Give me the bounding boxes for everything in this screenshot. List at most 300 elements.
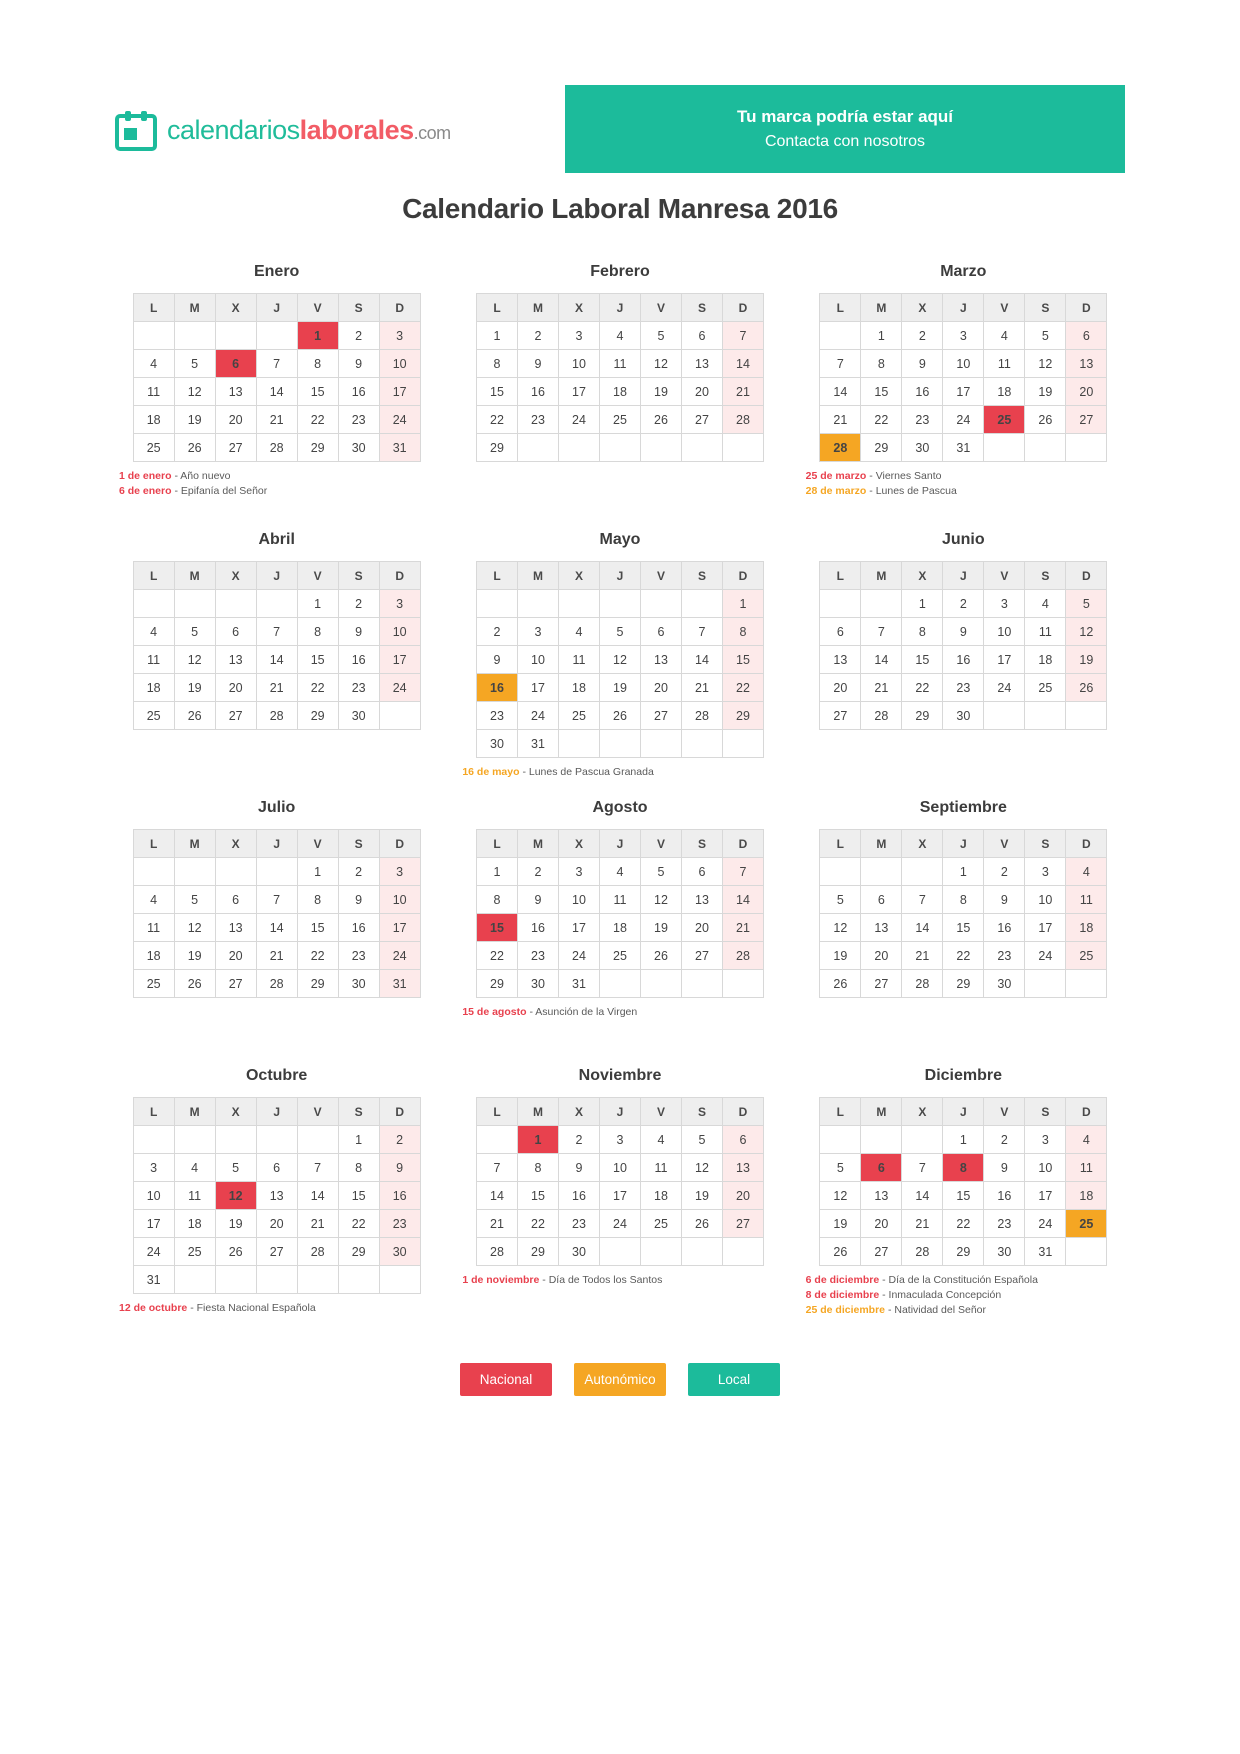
day-cell-empty [599, 970, 640, 998]
day-cell-empty [215, 1126, 256, 1154]
day-cell: 13 [681, 350, 722, 378]
holiday-note [462, 765, 781, 780]
site-logo[interactable] [115, 85, 505, 175]
week-row [133, 618, 420, 646]
weekday-header: L [820, 562, 861, 590]
day-cell-empty [722, 970, 763, 998]
day-cell: 29 [861, 434, 902, 462]
day-cell: 30 [984, 970, 1025, 998]
day-cell-empty [681, 1238, 722, 1266]
day-cell: 29 [517, 1238, 558, 1266]
day-cell: 29 [476, 970, 517, 998]
day-cell-holiday: 25 [984, 406, 1025, 434]
day-cell: 25 [599, 406, 640, 434]
day-cell: 8 [297, 886, 338, 914]
day-cell: 30 [338, 970, 379, 998]
day-cell: 29 [297, 434, 338, 462]
day-cell: 2 [338, 322, 379, 350]
month-block [448, 263, 791, 531]
month-block [105, 263, 448, 531]
day-cell: 6 [681, 322, 722, 350]
day-cell: 22 [517, 1210, 558, 1238]
day-cell: 5 [215, 1154, 256, 1182]
holiday-note-text: - Día de Todos los Santos [542, 1274, 663, 1286]
day-cell: 27 [681, 942, 722, 970]
weekday-header: S [1025, 294, 1066, 322]
day-cell: 15 [476, 378, 517, 406]
day-cell: 19 [820, 1210, 861, 1238]
day-cell: 4 [640, 1126, 681, 1154]
day-cell-empty [722, 730, 763, 758]
day-cell: 21 [820, 406, 861, 434]
ad-banner[interactable] [565, 85, 1125, 173]
day-cell: 24 [599, 1210, 640, 1238]
day-cell: 5 [820, 886, 861, 914]
weekday-header: D [379, 294, 420, 322]
holiday-note [806, 1303, 1125, 1318]
month-title: Enero [253, 263, 300, 280]
month-table [819, 1097, 1107, 1266]
day-cell: 3 [558, 322, 599, 350]
day-cell: 14 [476, 1182, 517, 1210]
holiday-note [462, 1005, 781, 1020]
day-cell: 11 [558, 646, 599, 674]
month-table [476, 829, 764, 998]
day-cell-empty [517, 590, 558, 618]
week-row [133, 1154, 420, 1182]
day-cell-holiday: 1 [517, 1126, 558, 1154]
holiday-note [806, 469, 1125, 484]
weekday-header: M [861, 830, 902, 858]
weekday-header: V [640, 830, 681, 858]
day-cell-empty [256, 858, 297, 886]
week-row [133, 378, 420, 406]
month-table [819, 561, 1107, 730]
day-cell: 20 [215, 942, 256, 970]
day-cell: 13 [681, 886, 722, 914]
weekday-header: J [256, 562, 297, 590]
day-cell: 6 [640, 618, 681, 646]
month-table [133, 829, 421, 998]
day-cell: 24 [943, 406, 984, 434]
day-cell-empty [215, 1266, 256, 1294]
day-cell: 28 [902, 1238, 943, 1266]
holiday-note [119, 1301, 438, 1316]
day-cell: 8 [297, 618, 338, 646]
weekday-header: X [558, 1098, 599, 1126]
day-cell-empty [558, 434, 599, 462]
weekday-header: X [215, 294, 256, 322]
day-cell: 14 [902, 914, 943, 942]
day-cell: 1 [297, 590, 338, 618]
day-cell: 29 [297, 702, 338, 730]
legend-item-nat[interactable]: Nacional [460, 1363, 552, 1396]
day-cell: 27 [722, 1210, 763, 1238]
day-cell-empty [517, 434, 558, 462]
month-title: Mayo [599, 531, 641, 548]
day-cell: 5 [820, 1154, 861, 1182]
months-grid [0, 225, 1240, 1335]
day-cell: 11 [1066, 886, 1107, 914]
day-cell: 14 [861, 646, 902, 674]
day-cell: 23 [984, 942, 1025, 970]
week-row [133, 942, 420, 970]
week-row [820, 1210, 1107, 1238]
day-cell: 3 [943, 322, 984, 350]
day-cell: 18 [599, 378, 640, 406]
day-cell: 5 [1066, 590, 1107, 618]
day-cell-empty [599, 434, 640, 462]
day-cell-empty [1066, 970, 1107, 998]
day-cell: 25 [1025, 674, 1066, 702]
day-cell: 10 [558, 886, 599, 914]
day-cell: 16 [338, 914, 379, 942]
day-cell: 20 [256, 1210, 297, 1238]
week-row [476, 1210, 763, 1238]
day-cell: 16 [517, 378, 558, 406]
day-cell: 23 [517, 406, 558, 434]
week-row [476, 434, 763, 462]
day-cell-empty [215, 322, 256, 350]
day-cell: 8 [338, 1154, 379, 1182]
day-cell-empty [599, 730, 640, 758]
day-cell: 14 [256, 378, 297, 406]
day-cell: 14 [256, 646, 297, 674]
day-cell: 8 [297, 350, 338, 378]
day-cell: 1 [476, 322, 517, 350]
day-cell: 18 [133, 674, 174, 702]
month-block [105, 531, 448, 799]
day-cell: 15 [943, 1182, 984, 1210]
day-cell-empty [215, 858, 256, 886]
holiday-note-text: - Viernes Santo [869, 470, 942, 482]
weekday-header: J [599, 1098, 640, 1126]
week-row [820, 434, 1107, 462]
month-block [792, 263, 1135, 531]
day-cell: 28 [297, 1238, 338, 1266]
day-cell-holiday: 28 [820, 434, 861, 462]
day-cell: 10 [379, 350, 420, 378]
weekday-header: X [902, 294, 943, 322]
day-cell: 6 [722, 1126, 763, 1154]
holiday-note-text: - Lunes de Pascua Granada [522, 766, 654, 778]
day-cell: 23 [476, 702, 517, 730]
day-cell: 27 [1066, 406, 1107, 434]
weekday-header: V [984, 830, 1025, 858]
day-cell: 16 [338, 378, 379, 406]
day-cell: 16 [338, 646, 379, 674]
day-cell: 14 [722, 350, 763, 378]
weekday-header-row [133, 1098, 420, 1126]
day-cell: 25 [640, 1210, 681, 1238]
weekday-header: D [379, 830, 420, 858]
day-cell: 20 [1066, 378, 1107, 406]
legend-item-loc[interactable]: Local [688, 1363, 780, 1396]
day-cell: 30 [984, 1238, 1025, 1266]
day-cell: 18 [133, 942, 174, 970]
weekday-header: D [379, 1098, 420, 1126]
day-cell: 24 [133, 1238, 174, 1266]
day-cell-empty [133, 590, 174, 618]
weekday-header: S [1025, 562, 1066, 590]
day-cell: 6 [820, 618, 861, 646]
holiday-note-date: 25 de marzo [805, 470, 867, 482]
week-row [133, 646, 420, 674]
day-cell: 20 [861, 942, 902, 970]
day-cell: 2 [476, 618, 517, 646]
month-block [448, 799, 791, 1067]
day-cell: 18 [174, 1210, 215, 1238]
month-notes [462, 765, 781, 780]
day-cell-empty [476, 1126, 517, 1154]
day-cell: 29 [943, 970, 984, 998]
week-row [476, 914, 763, 942]
day-cell: 31 [943, 434, 984, 462]
week-row [476, 590, 763, 618]
day-cell: 13 [256, 1182, 297, 1210]
day-cell: 18 [984, 378, 1025, 406]
day-cell: 20 [640, 674, 681, 702]
day-cell: 28 [722, 406, 763, 434]
weekday-header: S [681, 562, 722, 590]
day-cell: 10 [984, 618, 1025, 646]
day-cell: 19 [599, 674, 640, 702]
day-cell: 21 [722, 914, 763, 942]
day-cell-empty [1025, 702, 1066, 730]
day-cell: 3 [379, 590, 420, 618]
weekday-header: L [476, 562, 517, 590]
week-row [820, 702, 1107, 730]
day-cell-empty [256, 590, 297, 618]
day-cell: 17 [943, 378, 984, 406]
day-cell: 22 [943, 942, 984, 970]
month-title: Abril [258, 531, 295, 548]
day-cell: 21 [256, 942, 297, 970]
weekday-header: S [338, 830, 379, 858]
day-cell: 22 [297, 942, 338, 970]
weekday-header: S [681, 294, 722, 322]
day-cell: 11 [1025, 618, 1066, 646]
day-cell: 4 [599, 858, 640, 886]
day-cell: 24 [379, 674, 420, 702]
day-cell: 22 [861, 406, 902, 434]
day-cell: 9 [379, 1154, 420, 1182]
day-cell: 9 [338, 618, 379, 646]
holiday-note [806, 1288, 1125, 1303]
calendar-icon [115, 109, 157, 151]
day-cell: 27 [215, 702, 256, 730]
week-row [133, 914, 420, 942]
holiday-note-date: 6 de diciembre [805, 1274, 880, 1286]
month-block [792, 799, 1135, 1067]
holiday-note-date: 8 de diciembre [805, 1289, 880, 1301]
day-cell: 4 [1066, 858, 1107, 886]
day-cell: 1 [861, 322, 902, 350]
day-cell: 7 [861, 618, 902, 646]
day-cell: 10 [1025, 1154, 1066, 1182]
day-cell: 8 [902, 618, 943, 646]
day-cell: 11 [599, 350, 640, 378]
weekday-header: D [1066, 562, 1107, 590]
week-row [476, 886, 763, 914]
holiday-note-text: - Asunción de la Virgen [529, 1006, 638, 1018]
day-cell: 9 [943, 618, 984, 646]
weekday-header: L [133, 294, 174, 322]
day-cell: 13 [1066, 350, 1107, 378]
day-cell-empty [984, 434, 1025, 462]
weekday-header: L [133, 562, 174, 590]
day-cell: 11 [1066, 1154, 1107, 1182]
ad-banner-headline: Tu marca podría estar aquí [736, 107, 954, 126]
day-cell: 13 [215, 646, 256, 674]
day-cell: 9 [338, 886, 379, 914]
day-cell: 27 [215, 970, 256, 998]
day-cell: 7 [476, 1154, 517, 1182]
week-row [133, 350, 420, 378]
weekday-header: V [984, 294, 1025, 322]
day-cell: 27 [681, 406, 722, 434]
day-cell-empty [681, 730, 722, 758]
day-cell: 4 [133, 350, 174, 378]
week-row [820, 674, 1107, 702]
weekday-header: M [517, 562, 558, 590]
week-row [133, 406, 420, 434]
day-cell-empty [1066, 1238, 1107, 1266]
day-cell: 6 [215, 886, 256, 914]
weekday-header: S [681, 830, 722, 858]
weekday-header: M [861, 1098, 902, 1126]
day-cell-empty [820, 1126, 861, 1154]
day-cell-empty [174, 1126, 215, 1154]
week-row [820, 378, 1107, 406]
day-cell: 17 [1025, 914, 1066, 942]
day-cell: 30 [558, 1238, 599, 1266]
day-cell: 13 [861, 1182, 902, 1210]
day-cell: 17 [558, 378, 599, 406]
day-cell: 1 [902, 590, 943, 618]
day-cell: 2 [984, 1126, 1025, 1154]
weekday-header: D [379, 562, 420, 590]
day-cell: 21 [861, 674, 902, 702]
day-cell: 5 [174, 886, 215, 914]
weekday-header: J [943, 1098, 984, 1126]
day-cell: 26 [640, 942, 681, 970]
day-cell: 23 [558, 1210, 599, 1238]
weekday-header: X [558, 562, 599, 590]
month-block [105, 799, 448, 1067]
day-cell-empty [174, 322, 215, 350]
day-cell: 9 [558, 1154, 599, 1182]
day-cell: 28 [681, 702, 722, 730]
day-cell: 7 [902, 1154, 943, 1182]
day-cell: 15 [338, 1182, 379, 1210]
day-cell: 29 [297, 970, 338, 998]
day-cell: 15 [517, 1182, 558, 1210]
month-title: Septiembre [919, 799, 1007, 816]
day-cell: 28 [476, 1238, 517, 1266]
day-cell: 29 [943, 1238, 984, 1266]
day-cell: 12 [820, 914, 861, 942]
day-cell: 7 [722, 322, 763, 350]
week-row [476, 1238, 763, 1266]
legend [0, 1363, 1240, 1396]
day-cell-empty [379, 1266, 420, 1294]
weekday-header: X [215, 562, 256, 590]
weekday-header: D [1066, 1098, 1107, 1126]
day-cell: 23 [338, 674, 379, 702]
month-table [476, 561, 764, 758]
day-cell: 10 [517, 646, 558, 674]
day-cell: 23 [984, 1210, 1025, 1238]
day-cell: 31 [379, 434, 420, 462]
weekday-header: J [599, 294, 640, 322]
day-cell: 24 [1025, 1210, 1066, 1238]
day-cell: 12 [640, 886, 681, 914]
day-cell: 7 [681, 618, 722, 646]
day-cell: 18 [640, 1182, 681, 1210]
day-cell: 31 [1025, 1238, 1066, 1266]
day-cell: 25 [599, 942, 640, 970]
day-cell: 23 [943, 674, 984, 702]
day-cell: 2 [984, 858, 1025, 886]
day-cell-empty [297, 1266, 338, 1294]
day-cell: 30 [476, 730, 517, 758]
day-cell: 3 [379, 322, 420, 350]
day-cell: 5 [681, 1126, 722, 1154]
weekday-header: X [902, 830, 943, 858]
day-cell: 5 [1025, 322, 1066, 350]
day-cell: 26 [820, 970, 861, 998]
day-cell: 15 [943, 914, 984, 942]
day-cell-empty [174, 590, 215, 618]
holiday-note-text: - Epifanía del Señor [174, 485, 268, 497]
day-cell: 1 [943, 858, 984, 886]
day-cell: 20 [215, 406, 256, 434]
day-cell-holiday: 6 [215, 350, 256, 378]
day-cell: 26 [820, 1238, 861, 1266]
month-title: Marzo [940, 263, 987, 280]
day-cell: 14 [681, 646, 722, 674]
day-cell: 7 [256, 618, 297, 646]
week-row [820, 914, 1107, 942]
day-cell: 5 [640, 858, 681, 886]
day-cell: 1 [338, 1126, 379, 1154]
weekday-header: D [1066, 830, 1107, 858]
day-cell: 17 [599, 1182, 640, 1210]
day-cell-empty [338, 1266, 379, 1294]
weekday-header: J [256, 294, 297, 322]
day-cell-empty [984, 702, 1025, 730]
week-row [820, 1238, 1107, 1266]
day-cell: 19 [1025, 378, 1066, 406]
legend-item-aut[interactable]: Autonómico [574, 1363, 666, 1396]
day-cell: 12 [599, 646, 640, 674]
day-cell-empty [820, 590, 861, 618]
weekday-header: J [599, 830, 640, 858]
month-notes [462, 1005, 781, 1020]
weekday-header: L [476, 1098, 517, 1126]
day-cell: 21 [681, 674, 722, 702]
week-row [476, 406, 763, 434]
day-cell: 28 [722, 942, 763, 970]
weekday-header: M [174, 294, 215, 322]
day-cell: 9 [338, 350, 379, 378]
day-cell: 17 [379, 914, 420, 942]
day-cell: 15 [297, 646, 338, 674]
weekday-header: V [297, 562, 338, 590]
day-cell: 27 [861, 970, 902, 998]
day-cell: 11 [599, 886, 640, 914]
